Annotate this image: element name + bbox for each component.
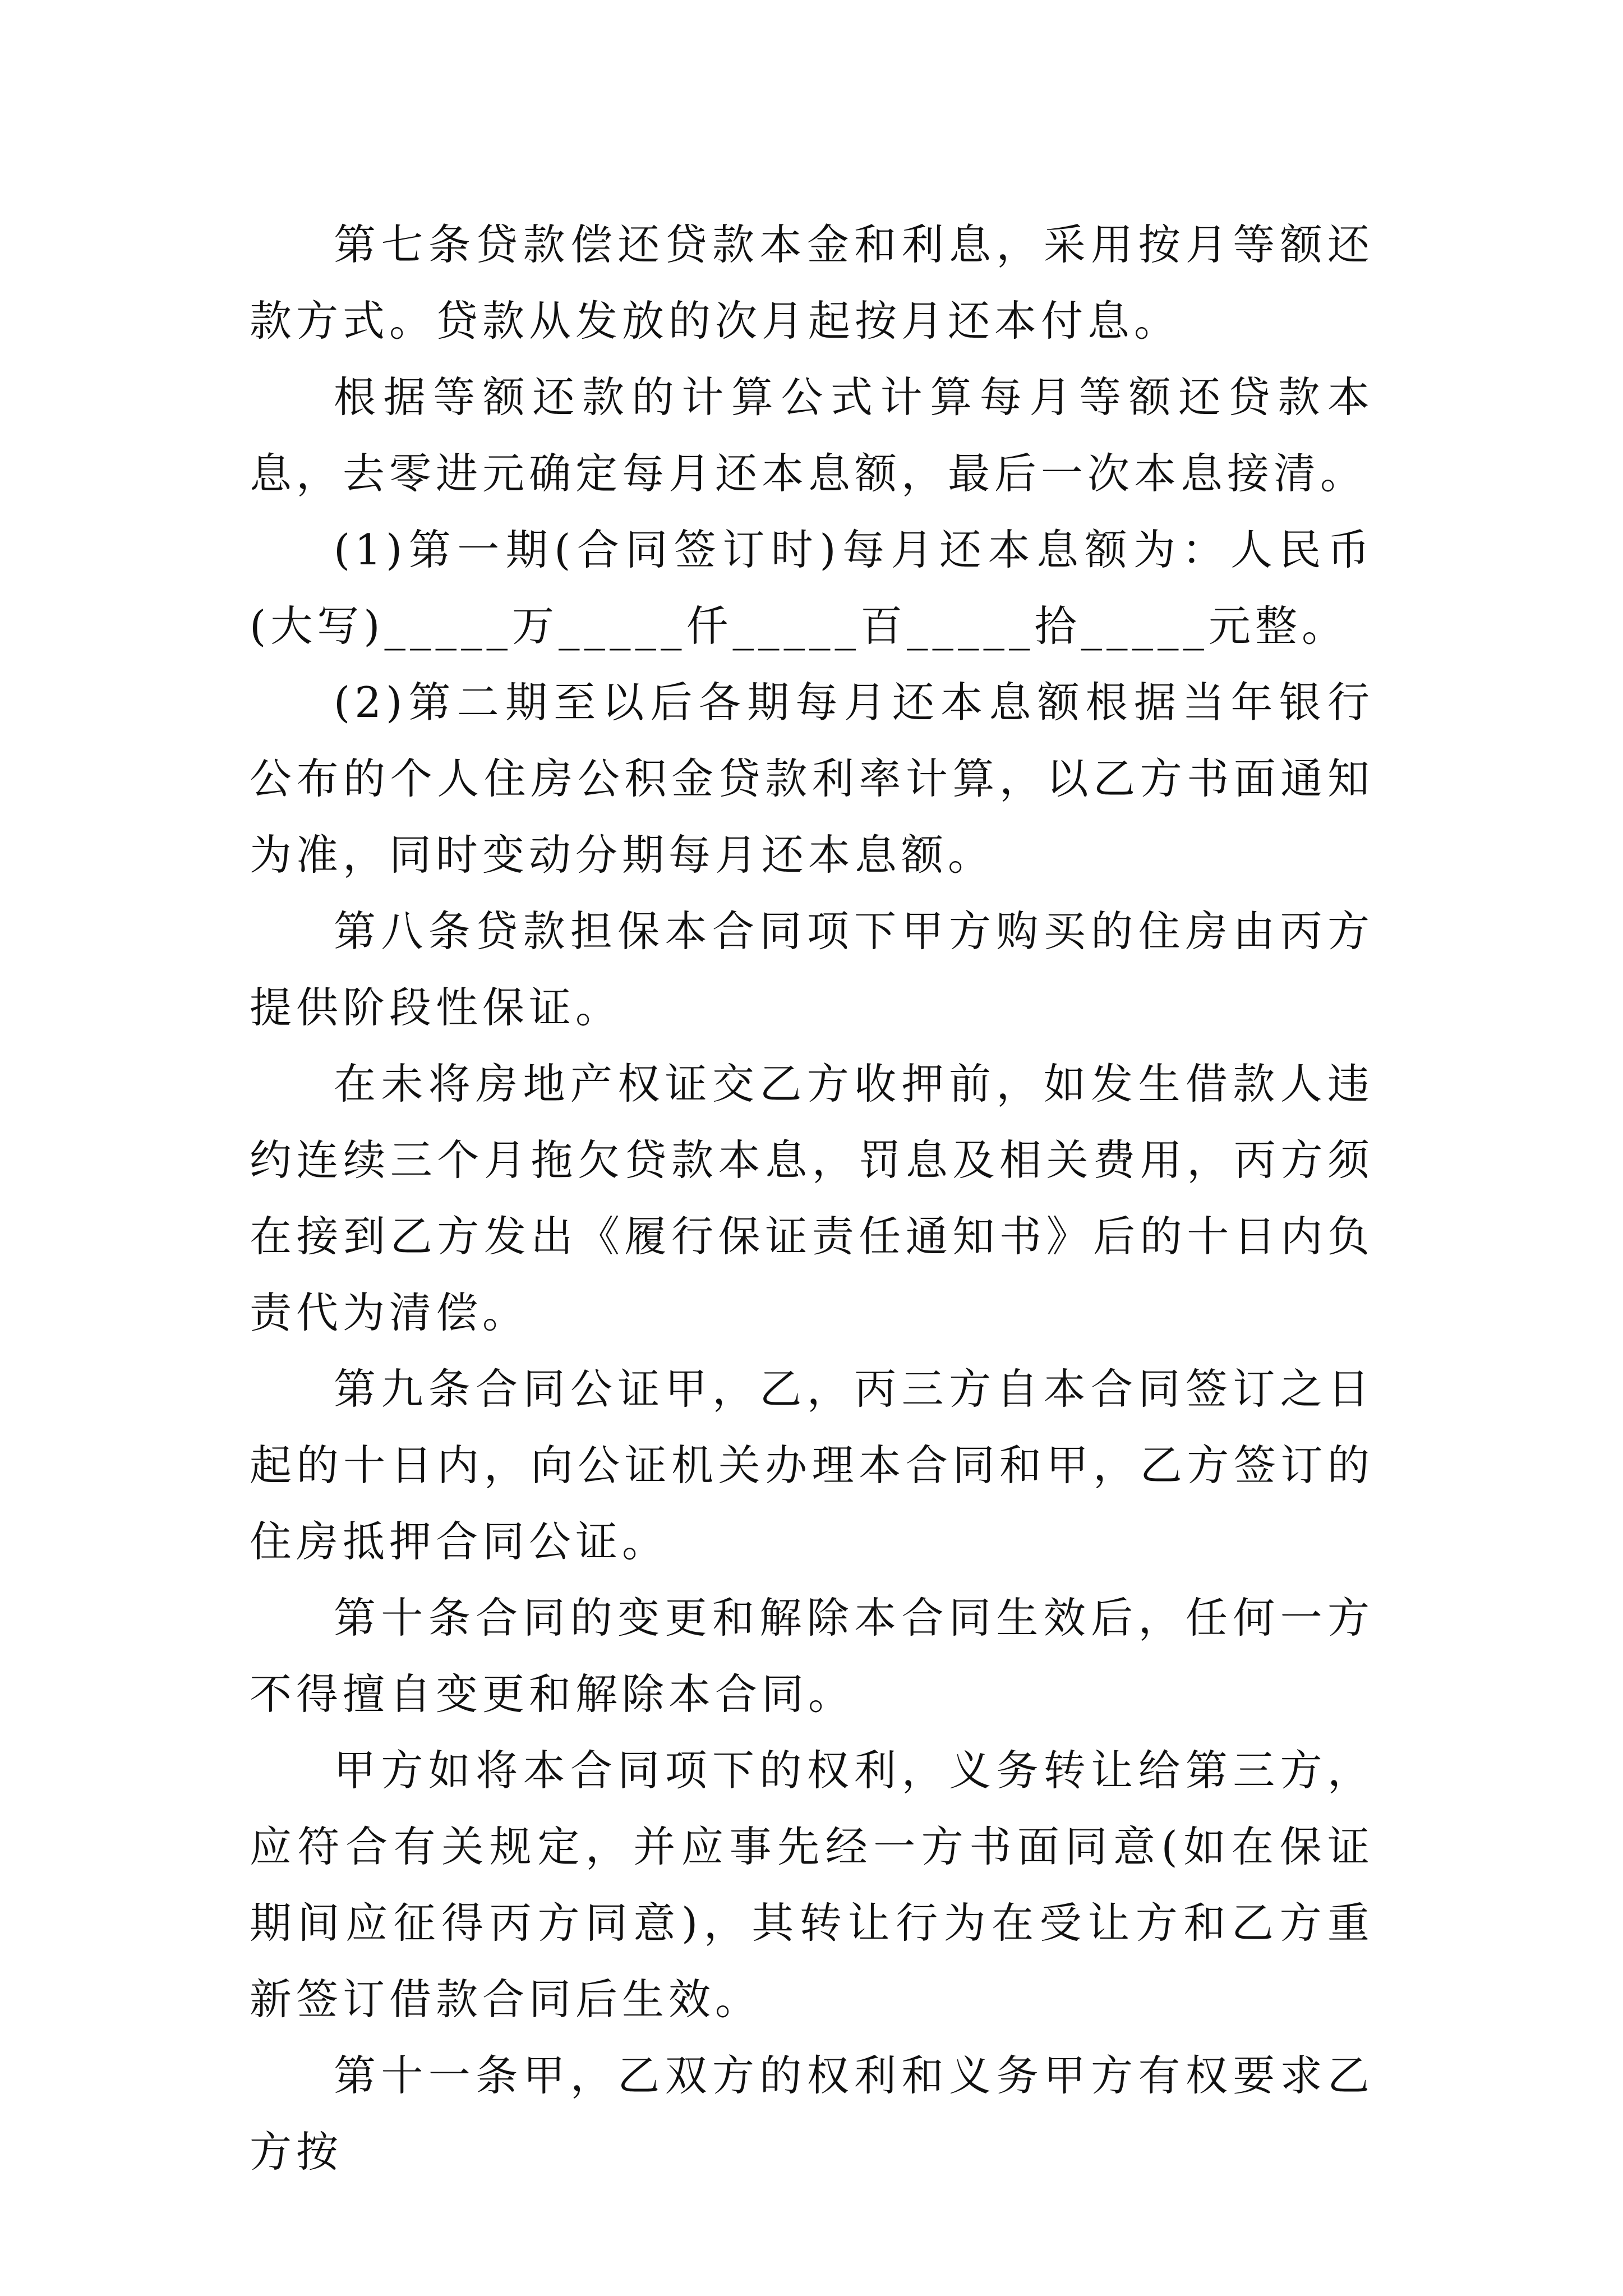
paragraph-guarantee-clause: 在未将房地产权证交乙方收押前，如发生借款人违约连续三个月拖欠贷款本息，罚息及相关费用，丙方须在接到乙方发出《履行保证责任通知书》后的十日内负责代为清偿。 [250,1059,1374,1337]
paragraph-article-8: 第八条贷款担保本合同项下甲方购买的住房由丙方提供阶段性保证。 [250,907,1374,1032]
paragraph-repayment-formula: 根据等额还款的计算公式计算每月等额还贷款本息，去零进元确定每月还本息额，最后一次本息接清。 [250,372,1374,498]
paragraph-article-10: 第十条合同的变更和解除本合同生效后，任何一方不得擅自变更和解除本合同。 [250,1593,1374,1719]
document-body [250,206,1374,2190]
paragraph-article-7: 第七条贷款偿还贷款本金和利息，采用按月等额还款方式。贷款从发放的次月起按月还本付息。 [250,220,1374,346]
paragraph-transfer-clause: 甲方如将本合同项下的权利，义务转让给第三方，应符合有关规定，并应事先经一方书面同意(如在保证期间应征得丙方同意)，其转让行为在受让方和乙方重新签订借款合同后生效。 [250,1746,1374,2024]
paragraph-first-period: (1)第一期(合同签订时)每月还本息额为：人民币(大写)_____万_____仟_____百_____拾_____元整。 [250,525,1374,651]
paragraph-article-9: 第九条合同公证甲，乙，丙三方自本合同签订之日起的十日内，向公证机关办理本合同和甲，乙方签订的住房抵押合同公证。 [250,1364,1374,1566]
paragraph-second-period: (2)第二期至以后各期每月还本息额根据当年银行公布的个人住房公积金贷款利率计算，以乙方书面通知为准，同时变动分期每月还本息额。 [250,678,1374,880]
paragraph-article-11: 第十一条甲，乙双方的权利和义务甲方有权要求乙方按 [250,2051,1374,2177]
